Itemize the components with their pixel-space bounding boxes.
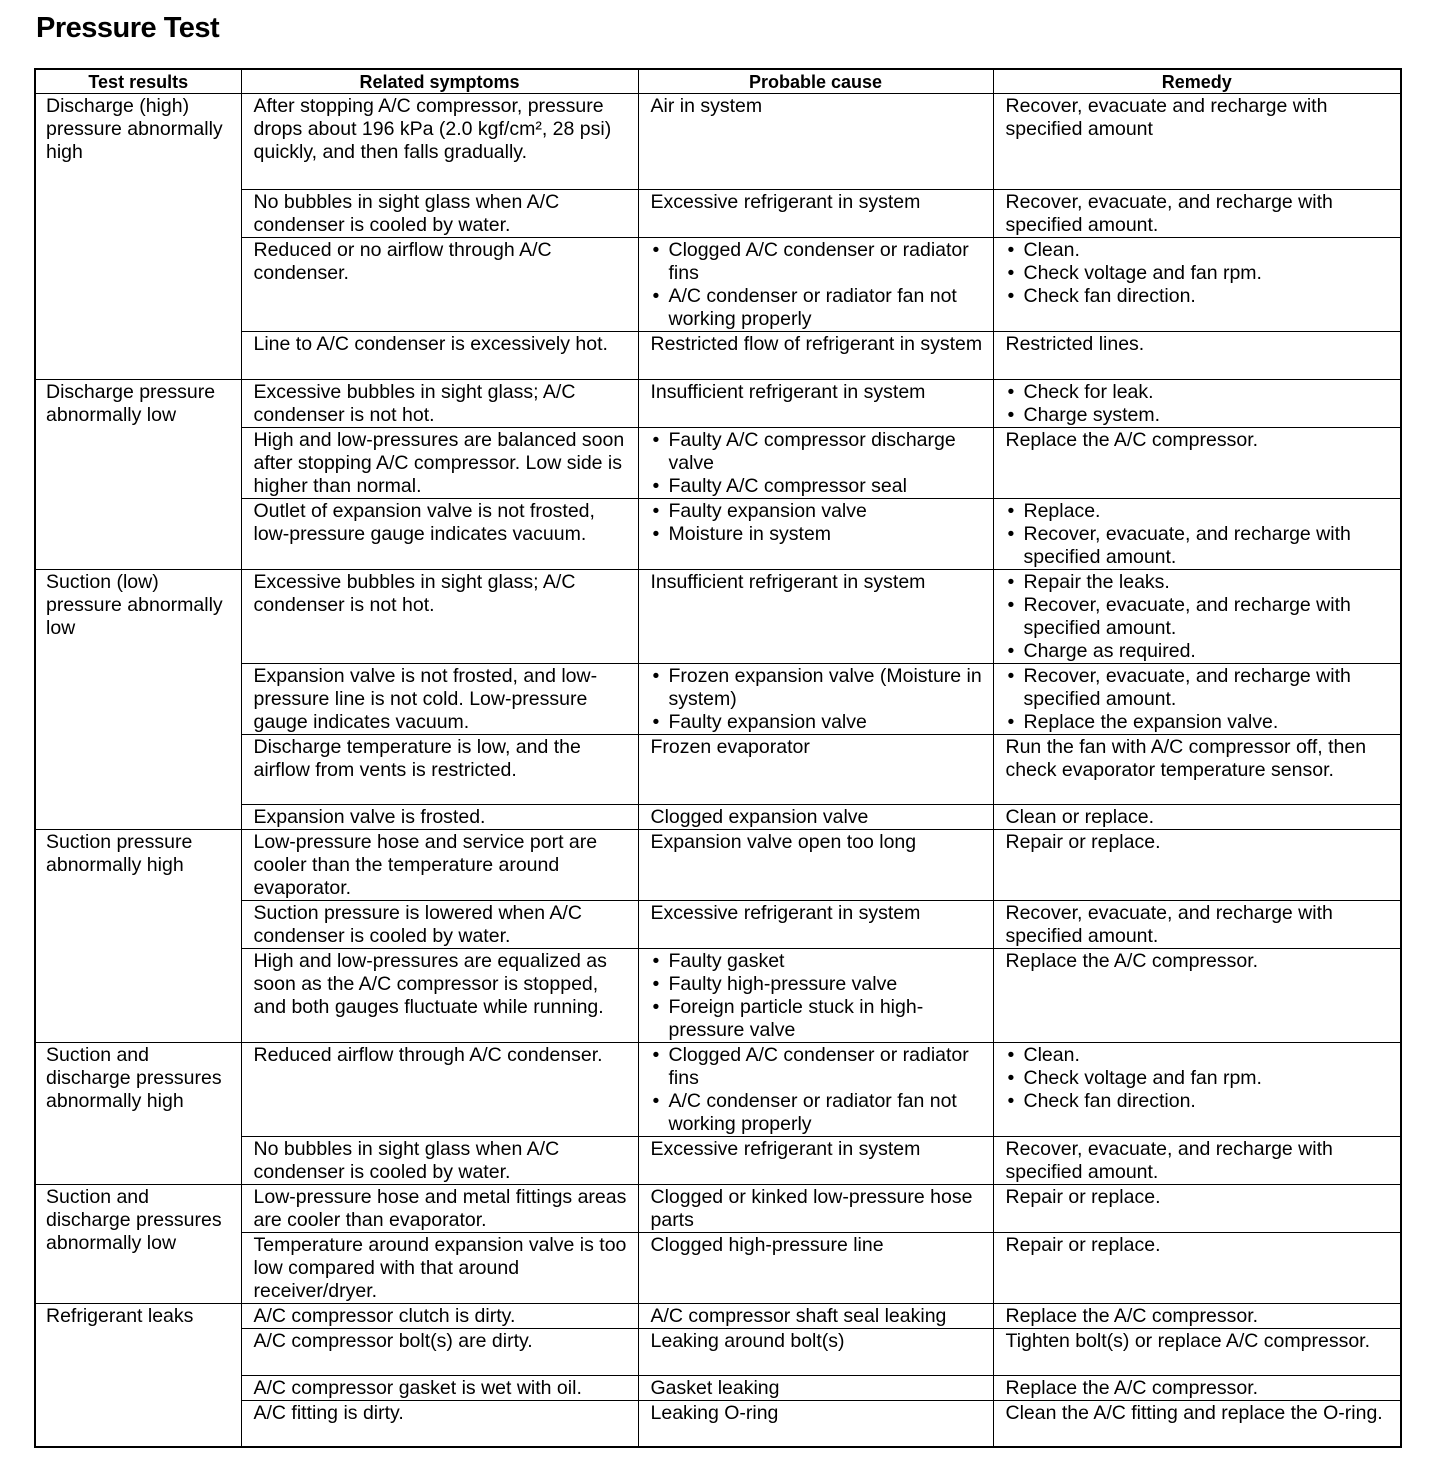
cause-text: Excessive refrigerant in system: [650, 191, 921, 213]
remedy-text: Recover, evacuate, and recharge with specified amount.: [1005, 1138, 1333, 1183]
header-probable-cause: Probable cause: [638, 69, 993, 94]
cause-cell: [638, 1137, 993, 1185]
remedy-item: • Check voltage and fan rpm.: [1006, 1067, 1393, 1090]
cause-item: • Moisture in system: [651, 523, 985, 546]
remedy-item: • Charge as required.: [1006, 640, 1393, 663]
cause-item: • A/C condenser or radiator fan not working properly: [651, 285, 985, 331]
remedy-text: Clean the A/C fitting and replace the O-ring.: [1005, 1402, 1383, 1424]
symptom-cell: A/C fitting is dirty.: [241, 1401, 638, 1447]
symptom-cell: Suction pressure is lowered when A/C condenser is cooled by water.: [241, 901, 638, 949]
remedy-list: [1006, 571, 1393, 663]
cause-cell: [638, 190, 993, 238]
cause-text: A/C compressor shaft seal leaking: [650, 1305, 947, 1327]
remedy-cell: [993, 1137, 1401, 1185]
remedy-list: [1006, 500, 1393, 569]
remedy-cell: [993, 735, 1401, 805]
remedy-cell: [993, 1043, 1401, 1137]
remedy-item: • Recover, evacuate, and recharge with specified amount.: [1006, 523, 1393, 569]
remedy-text: Replace the A/C compressor.: [1005, 429, 1259, 451]
table-row: [35, 1043, 1401, 1137]
cause-item: • Faulty high-pressure valve: [651, 973, 985, 996]
cause-item: • Faulty A/C compressor seal: [651, 475, 985, 498]
cause-text: Air in system: [650, 95, 763, 117]
cause-text: Restricted flow of refrigerant in system: [650, 333, 983, 355]
table-body: [35, 94, 1401, 1447]
test-result-cell: Suction (low) pressure abnormally low: [35, 570, 241, 830]
test-result-cell: Refrigerant leaks: [35, 1304, 241, 1447]
remedy-cell: [993, 664, 1401, 735]
remedy-cell: [993, 332, 1401, 380]
header-remedy: Remedy: [993, 69, 1401, 94]
symptom-cell: Low-pressure hose and service port are cooler than the temperature around evaporator.: [241, 830, 638, 901]
remedy-item: • Check fan direction.: [1006, 285, 1393, 308]
cause-cell: [638, 1376, 993, 1401]
remedy-text: Clean or replace.: [1005, 806, 1154, 828]
remedy-item: • Recover, evacuate, and recharge with specified amount.: [1006, 594, 1393, 640]
symptom-cell: Excessive bubbles in sight glass; A/C condenser is not hot.: [241, 380, 638, 428]
symptom-cell: Low-pressure hose and metal fittings areas are cooler than evaporator.: [241, 1185, 638, 1233]
remedy-cell: [993, 499, 1401, 570]
cause-cell: [638, 1043, 993, 1137]
test-result-cell: Suction pressure abnormally high: [35, 830, 241, 1043]
remedy-cell: [993, 1401, 1401, 1447]
remedy-text: Tighten bolt(s) or replace A/C compressor.: [1005, 1330, 1371, 1352]
remedy-cell: [993, 949, 1401, 1043]
header-test-results: Test results: [35, 69, 241, 94]
symptom-cell: A/C compressor bolt(s) are dirty.: [241, 1329, 638, 1376]
cause-cell: [638, 499, 993, 570]
cause-cell: [638, 805, 993, 830]
symptom-cell: Reduced or no airflow through A/C condenser.: [241, 238, 638, 332]
table-row: [35, 1304, 1401, 1329]
remedy-text: Recover, evacuate, and recharge with specified amount.: [1005, 902, 1333, 947]
cause-text: Excessive refrigerant in system: [650, 1138, 921, 1160]
remedy-item: • Charge system.: [1006, 404, 1393, 427]
test-result-cell: Suction and discharge pressures abnormally high: [35, 1043, 241, 1185]
cause-list: [651, 950, 985, 1042]
pressure-test-table: [34, 68, 1402, 1448]
header-related-symptoms: Related symptoms: [241, 69, 638, 94]
remedy-item: • Recover, evacuate, and recharge with specified amount.: [1006, 665, 1393, 711]
cause-item: • Faulty expansion valve: [651, 500, 985, 523]
symptom-cell: High and low-pressures are equalized as soon as the A/C compressor is stopped, and both gauges fluctuate while running.: [241, 949, 638, 1043]
cause-list: [651, 239, 985, 331]
cause-list: [651, 1044, 985, 1136]
cause-cell: [638, 238, 993, 332]
remedy-cell: [993, 570, 1401, 664]
remedy-item: • Clean.: [1006, 1044, 1393, 1067]
cause-item: • Foreign particle stuck in high-pressure valve: [651, 996, 985, 1042]
cause-cell: [638, 1329, 993, 1376]
cause-cell: [638, 1304, 993, 1329]
remedy-text: Repair or replace.: [1005, 1186, 1161, 1208]
test-result-cell: Discharge pressure abnormally low: [35, 380, 241, 570]
remedy-item: • Replace.: [1006, 500, 1393, 523]
remedy-cell: [993, 380, 1401, 428]
remedy-text: Replace the A/C compressor.: [1005, 1377, 1259, 1399]
cause-text: Insufficient refrigerant in system: [650, 571, 926, 593]
cause-text: Clogged high-pressure line: [650, 1234, 884, 1256]
cause-text: Expansion valve open too long: [650, 831, 917, 853]
cause-cell: [638, 1233, 993, 1304]
remedy-text: Recover, evacuate and recharge with specified amount: [1005, 95, 1328, 140]
cause-text: Insufficient refrigerant in system: [650, 381, 926, 403]
symptom-cell: After stopping A/C compressor, pressure drops about 196 kPa (2.0 kgf/cm², 28 psi) quickly, and then falls gradually.: [241, 94, 638, 190]
cause-cell: [638, 332, 993, 380]
remedy-list: [1006, 665, 1393, 734]
remedy-item: • Check fan direction.: [1006, 1090, 1393, 1113]
table-row: [35, 380, 1401, 428]
table-row: [35, 830, 1401, 901]
remedy-cell: [993, 190, 1401, 238]
test-result-cell: Suction and discharge pressures abnormally low: [35, 1185, 241, 1304]
symptom-cell: Expansion valve is not frosted, and low-pressure line is not cold. Low-pressure gauge indicates vacuum.: [241, 664, 638, 735]
cause-cell: [638, 94, 993, 190]
symptom-cell: Reduced airflow through A/C condenser.: [241, 1043, 638, 1137]
remedy-item: • Replace the expansion valve.: [1006, 711, 1393, 734]
cause-cell: [638, 830, 993, 901]
remedy-text: Recover, evacuate, and recharge with specified amount.: [1005, 191, 1333, 236]
cause-text: Leaking O-ring: [650, 1402, 779, 1424]
cause-cell: [638, 428, 993, 499]
cause-item: • A/C condenser or radiator fan not working properly: [651, 1090, 985, 1136]
cause-list: [651, 665, 985, 734]
page-title: Pressure Test: [36, 12, 220, 44]
symptom-cell: A/C compressor clutch is dirty.: [241, 1304, 638, 1329]
remedy-item: • Check voltage and fan rpm.: [1006, 262, 1393, 285]
cause-item: • Faulty expansion valve: [651, 711, 985, 734]
header-row: [35, 69, 1401, 94]
cause-cell: [638, 949, 993, 1043]
symptom-cell: High and low-pressures are balanced soon after stopping A/C compressor. Low side is higher than normal.: [241, 428, 638, 499]
cause-cell: [638, 901, 993, 949]
remedy-cell: [993, 1376, 1401, 1401]
cause-item: • Faulty A/C compressor discharge valve: [651, 429, 985, 475]
symptom-cell: Outlet of expansion valve is not frosted, low-pressure gauge indicates vacuum.: [241, 499, 638, 570]
cause-item: • Faulty gasket: [651, 950, 985, 973]
cause-text: Leaking around bolt(s): [650, 1330, 845, 1352]
remedy-list: [1006, 1044, 1393, 1113]
table-row: [35, 570, 1401, 664]
test-result-cell: Discharge (high) pressure abnormally high: [35, 94, 241, 380]
remedy-text: Run the fan with A/C compressor off, then check evaporator temperature sensor.: [1005, 736, 1367, 781]
cause-list: [651, 429, 985, 498]
cause-cell: [638, 735, 993, 805]
remedy-item: • Clean.: [1006, 239, 1393, 262]
cause-text: Clogged or kinked low-pressure hose parts: [650, 1186, 973, 1231]
cause-cell: [638, 1401, 993, 1447]
symptom-cell: No bubbles in sight glass when A/C condenser is cooled by water.: [241, 1137, 638, 1185]
cause-text: Clogged expansion valve: [650, 806, 869, 828]
cause-list: [651, 500, 985, 546]
cause-item: • Clogged A/C condenser or radiator fins: [651, 1044, 985, 1090]
remedy-list: [1006, 239, 1393, 308]
remedy-cell: [993, 94, 1401, 190]
table-row: [35, 94, 1401, 190]
cause-item: • Frozen expansion valve (Moisture in system): [651, 665, 985, 711]
table-row: [35, 1185, 1401, 1233]
cause-cell: [638, 570, 993, 664]
remedy-item: • Repair the leaks.: [1006, 571, 1393, 594]
cause-item: • Clogged A/C condenser or radiator fins: [651, 239, 985, 285]
cause-text: Excessive refrigerant in system: [650, 902, 921, 924]
remedy-cell: [993, 238, 1401, 332]
remedy-cell: [993, 830, 1401, 901]
remedy-list: [1006, 381, 1393, 427]
remedy-cell: [993, 428, 1401, 499]
remedy-cell: [993, 1233, 1401, 1304]
remedy-item: • Check for leak.: [1006, 381, 1393, 404]
remedy-text: Repair or replace.: [1005, 831, 1161, 853]
symptom-cell: A/C compressor gasket is wet with oil.: [241, 1376, 638, 1401]
remedy-text: Replace the A/C compressor.: [1005, 950, 1259, 972]
cause-cell: [638, 664, 993, 735]
remedy-text: Replace the A/C compressor.: [1005, 1305, 1259, 1327]
symptom-cell: Discharge temperature is low, and the airflow from vents is restricted.: [241, 735, 638, 805]
cause-cell: [638, 380, 993, 428]
symptom-cell: Temperature around expansion valve is too low compared with that around receiver/dryer.: [241, 1233, 638, 1304]
remedy-cell: [993, 1304, 1401, 1329]
symptom-cell: Expansion valve is frosted.: [241, 805, 638, 830]
cause-text: Gasket leaking: [650, 1377, 780, 1399]
remedy-cell: [993, 901, 1401, 949]
cause-text: Frozen evaporator: [650, 736, 810, 758]
remedy-cell: [993, 1185, 1401, 1233]
remedy-cell: [993, 1329, 1401, 1376]
remedy-cell: [993, 805, 1401, 830]
cause-cell: [638, 1185, 993, 1233]
symptom-cell: No bubbles in sight glass when A/C condenser is cooled by water.: [241, 190, 638, 238]
symptom-cell: Excessive bubbles in sight glass; A/C condenser is not hot.: [241, 570, 638, 664]
remedy-text: Restricted lines.: [1005, 333, 1145, 355]
symptom-cell: Line to A/C condenser is excessively hot.: [241, 332, 638, 380]
remedy-text: Repair or replace.: [1005, 1234, 1161, 1256]
